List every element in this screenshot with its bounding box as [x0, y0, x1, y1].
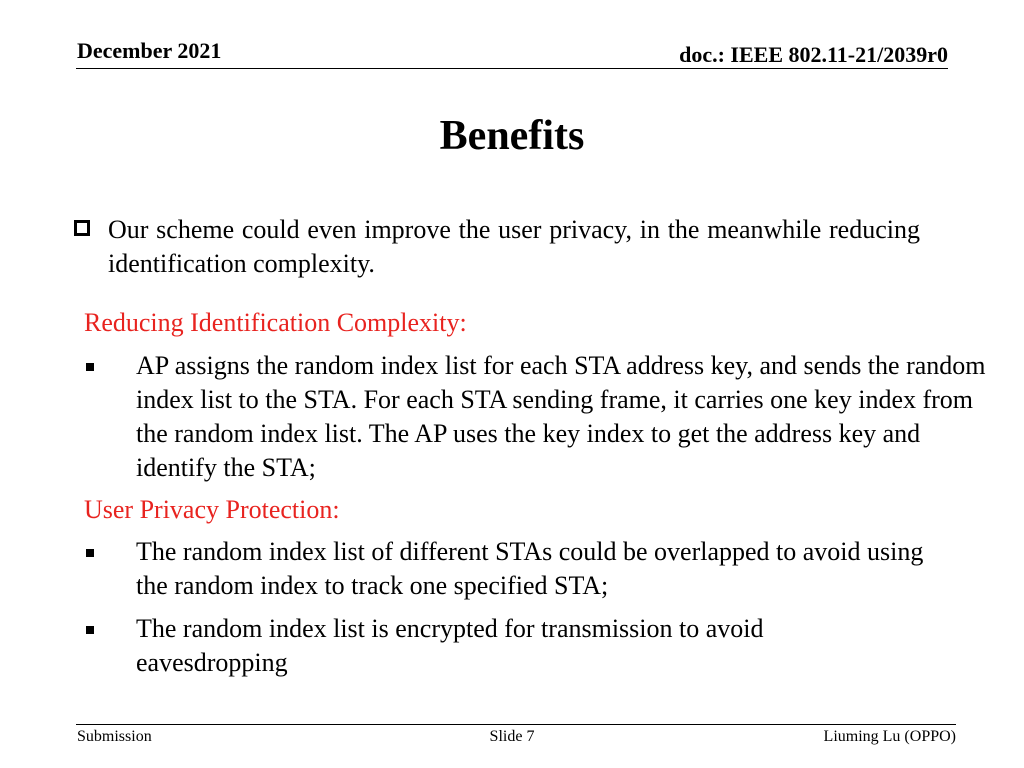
- hollow-square-icon: [72, 218, 92, 238]
- intro-text: Our scheme could even improve the user privacy, in the meanwhile reducing identification complexity.: [108, 215, 920, 278]
- footer-slide-number: Slide 7: [489, 728, 535, 745]
- slide-title: Benefits: [439, 113, 585, 159]
- footer-author: Liuming Lu (OPPO): [823, 728, 956, 745]
- filled-square-icon: [86, 626, 94, 634]
- footer-submission: Submission: [77, 728, 152, 745]
- section-heading-privacy: User Privacy Protection:: [84, 495, 340, 524]
- list-item: The random index list of different STAs could be overlapped to avoid using the random index to track one specified STA;: [136, 537, 924, 600]
- list-item: AP assigns the random index list for each STA address key, and sends the random index list to the STA. For each STA sending frame, it carries one key index from the random index list. The AP uses the key index to get the address key and identify the STA;: [136, 351, 986, 482]
- header-date: December 2021: [77, 38, 222, 63]
- section-heading-complexity: Reducing Identification Complexity:: [84, 308, 467, 337]
- header-divider: [76, 68, 948, 69]
- header-doc-id: doc.: IEEE 802.11-21/2039r0: [679, 42, 948, 67]
- filled-square-icon: [86, 549, 94, 557]
- list-item: The random index list is encrypted for transmission to avoid eavesdropping: [136, 614, 764, 677]
- footer-divider: [76, 724, 956, 725]
- filled-square-icon: [86, 363, 94, 371]
